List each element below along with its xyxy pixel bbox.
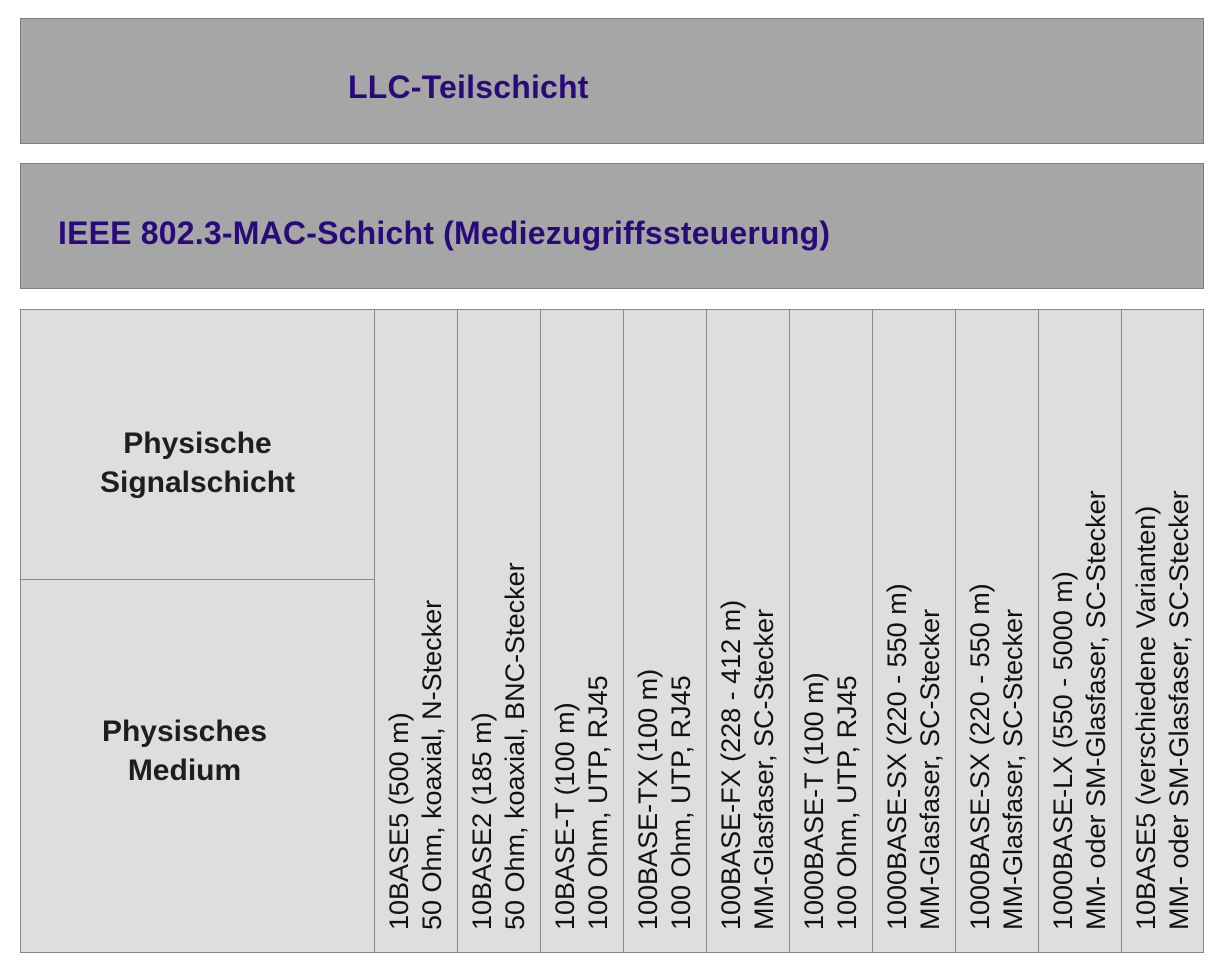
standard-column [1121,310,1203,952]
standard-spec: 50 Ohm, koaxial, BNC-Stecker [500,562,530,930]
llc-layer [20,18,1204,144]
standard-spec: 100 Ohm, UTP, RJ45 [666,675,696,930]
standard-label [1130,490,1196,930]
standard-label [881,583,947,930]
standard-label [632,669,698,930]
standard-spec: 50 Ohm, koaxial, N-Stecker [417,599,447,930]
standard-column [706,310,789,952]
standard-name: 1000BASE-LX (550 - 5000 m) [1048,571,1078,930]
standard-label [798,672,864,930]
physical-medium-cell [21,580,374,952]
standard-column [955,310,1038,952]
standard-column [789,310,872,952]
standard-name: 1000BASE-T (100 m) [799,672,829,930]
standard-spec: MM- oder SM-Glasfaser, SC-Stecker [1163,490,1194,930]
physical-layer-table [20,309,1204,953]
standard-name: 10BASE5 (500 m) [384,712,414,930]
physical-signaling-label: Physische Signalschicht [99,426,296,499]
standard-column [540,310,623,952]
physical-signaling-cell [21,310,374,580]
standard-column [457,310,540,952]
standard-spec: MM-Glasfaser, SC-Stecker [749,608,779,930]
standard-spec: MM-Glasfaser, SC-Stecker [915,608,945,930]
standard-label [964,583,1030,930]
standard-name: 1000BASE-SX (220 - 550 m) [882,583,912,930]
standard-label [1047,490,1113,930]
standard-label [466,562,532,930]
standard-column [623,310,706,952]
standard-name: 10BASE-T (100 m) [550,702,580,930]
llc-layer-label: LLC-Teilschicht [348,69,589,105]
standard-name: 100BASE-TX (100 m) [633,668,663,930]
standard-label [715,600,781,930]
standard-label [549,675,615,930]
standard-spec: MM- oder SM-Glasfaser, SC-Stecker [1081,490,1111,930]
standard-spec: MM-Glasfaser, SC-Stecker [998,608,1028,930]
standard-name: 100BASE-FX (228 - 412 m) [716,599,746,930]
standard-spec: 100 Ohm, UTP, RJ45 [583,675,613,930]
mac-layer [20,163,1204,289]
standard-column [374,310,457,952]
standard-name: 10BASE2 (185 m) [467,712,497,930]
standard-spec: 100 Ohm, UTP, RJ45 [832,675,862,930]
standard-name: 1000BASE-SX (220 - 550 m) [965,583,995,930]
physical-medium-label: Physisches Medium [101,715,268,787]
standard-column [1038,310,1121,952]
standard-label [383,600,449,930]
mac-layer-label: IEEE 802.3-MAC-Schicht (Mediezugriffssteuerung) [58,215,831,251]
standard-name: 10BASE5 (verschiedene Varianten) [1130,505,1161,930]
standard-column [872,310,955,952]
